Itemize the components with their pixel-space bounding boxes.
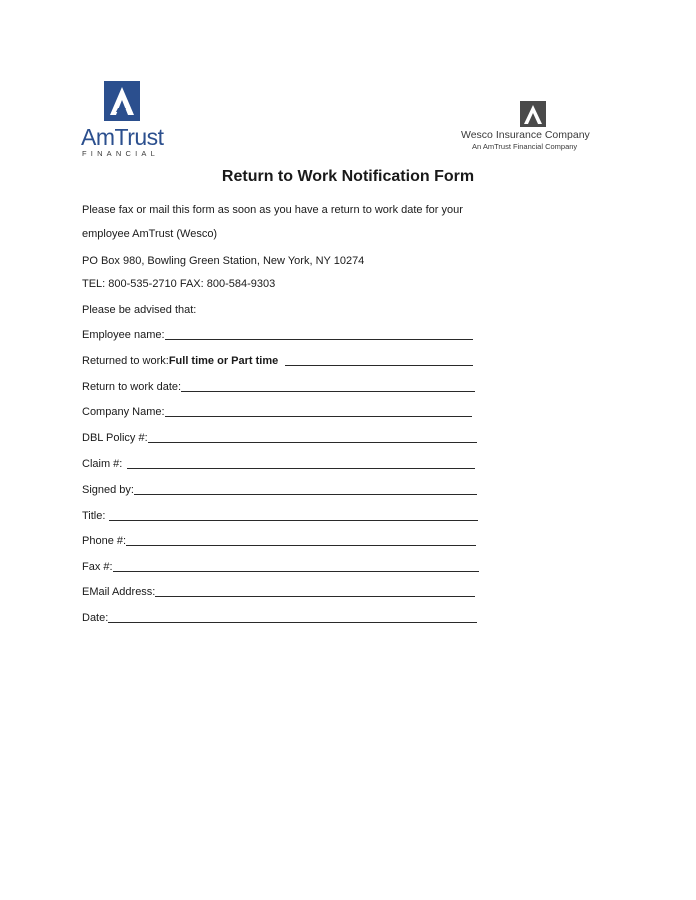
advised-text: Please be advised that: — [82, 304, 197, 316]
phone-field[interactable] — [82, 532, 476, 548]
company-name-line[interactable] — [165, 403, 472, 417]
title-line[interactable] — [109, 507, 478, 521]
mailing-address: PO Box 980, Bowling Green Station, New York, NY 10274 — [82, 255, 365, 267]
employee-name-field[interactable] — [82, 326, 473, 342]
company-name-label: Company Name: — [82, 406, 165, 418]
company-name-field[interactable] — [82, 403, 472, 419]
employee-name-label: Employee name: — [82, 329, 165, 341]
date-line[interactable] — [108, 609, 477, 623]
title-field[interactable] — [82, 507, 478, 523]
amtrust-subtitle: FINANCIAL — [82, 149, 159, 158]
contact-numbers: TEL: 800-535-2710 FAX: 800-584-9303 — [82, 278, 276, 290]
fax-label: Fax #: — [82, 561, 113, 573]
signed-by-label: Signed by: — [82, 484, 134, 496]
date-field[interactable] — [82, 609, 477, 625]
dbl-policy-field[interactable] — [82, 429, 477, 445]
claim-label: Claim #: — [82, 458, 123, 470]
page-title — [0, 167, 696, 187]
fax-line[interactable] — [113, 558, 479, 572]
amtrust-wordmark: AmTrust — [81, 124, 164, 150]
intro-line-2: employee AmTrust (Wesco) — [82, 228, 218, 240]
amtrust-logo-icon — [104, 81, 140, 121]
date-label: Date: — [82, 612, 109, 624]
phone-label: Phone #: — [82, 535, 127, 547]
wesco-company-subtitle: An AmTrust Financial Company — [472, 142, 578, 151]
returned-to-work-line[interactable] — [285, 352, 473, 366]
page-title-text: Return to Work Notification Form — [221, 168, 475, 185]
returned-to-work-label: Returned to work: — [82, 355, 169, 367]
signed-by-field[interactable] — [82, 481, 477, 497]
intro-line-1: Please fax or mail this form as soon as you have a return to work date for your — [82, 204, 463, 216]
returned-to-work-options[interactable]: Full time or Part time — [168, 355, 279, 367]
claim-line[interactable] — [127, 455, 475, 469]
return-date-line[interactable] — [181, 378, 475, 392]
title-label: Title: — [82, 510, 106, 522]
phone-line[interactable] — [126, 532, 476, 546]
email-label: EMail Address: — [82, 586, 156, 598]
claim-field[interactable] — [82, 455, 475, 471]
return-date-label: Return to work date: — [82, 381, 182, 393]
wesco-company-name: Wesco Insurance Company — [461, 129, 590, 141]
email-field[interactable] — [82, 583, 475, 599]
dbl-policy-label: DBL Policy #: — [82, 432, 148, 444]
employee-name-line[interactable] — [165, 326, 473, 340]
wesco-logo-icon — [520, 101, 546, 127]
dbl-policy-line[interactable] — [148, 429, 477, 443]
fax-field[interactable] — [82, 558, 479, 574]
return-date-field[interactable] — [82, 378, 475, 394]
email-line[interactable] — [155, 583, 475, 597]
signed-by-line[interactable] — [134, 481, 477, 495]
returned-to-work-field[interactable] — [82, 352, 473, 368]
